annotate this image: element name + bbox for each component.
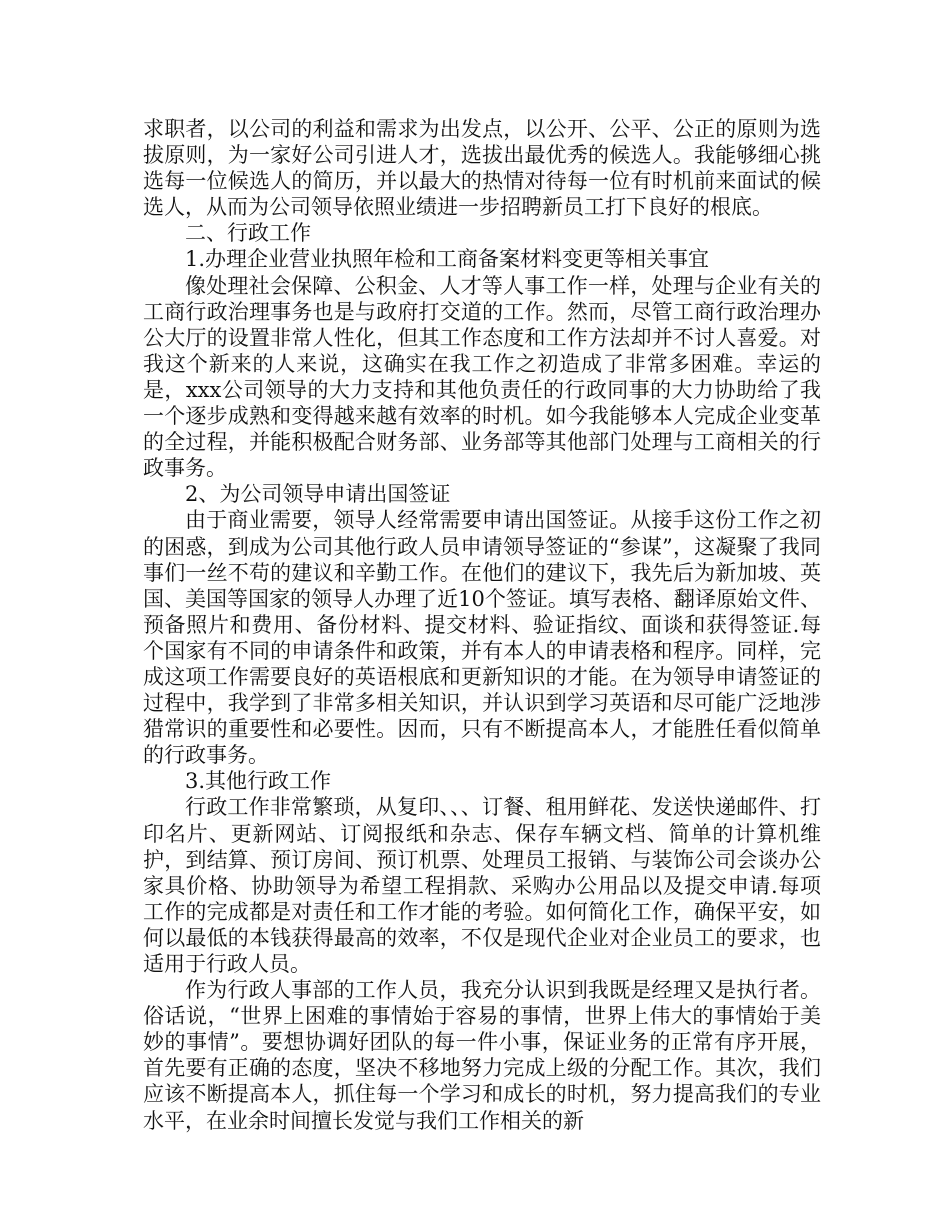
document-body [143,116,821,1134]
paragraph-business-license: 像处理社会保障、公积金、人才等人事工作一样，处理与企业有关的工商行政治理事务也是与政府打交道的工作。然而，尽管工商行政治理办公大厅的设置非常人性化，但其工作态度和工作方法却并不讨人喜爱。对我这个新来的人来说，这确实在我工作之初造成了非常多困难。幸运的是，xxx公司领导的大力支持和其他负责任的行政同事的大力协助给了我一个逐步成熟和变得越来越有效率的时机。如今我能够本人完成企业变革的全过程，并能积极配合财务部、业务部等其他部门处理与工商相关的行政事务。 [143,273,821,481]
subsection-heading-other-admin: 3.其他行政工作 [185,769,332,794]
subsection-heading-visa: 2、为公司领导申请出国签证 [185,482,451,507]
paragraph-intro: 求职者，以公司的利益和需求为出发点，以公开、公平、公正的原则为选拔原则，为一家好公司引进人才，选拔出最优秀的候选人。我能够细心挑选每一位候选人的简历，并以最大的热情对待每一位有时机前来面试的候选人，从而为公司领导依照业绩进一步招聘新员工打下良好的根底。 [143,117,821,220]
section-heading-admin-work: 二、行政工作 [185,221,311,246]
subsection-heading-business-license: 1.办理企业营业执照年检和工商备案材料变更等相关事宜 [185,247,710,272]
paragraph-other-admin: 行政工作非常繁琐，从复印、、、订餐、租用鲜花、发送快递邮件、打印名片、更新网站、订阅报纸和杂志、保存车辆文档、简单的计算机维护，到结算、预订房间、预订机票、处理员工报销、与装饰公司会谈办公家具价格、协助领导为希望工程捐款、采购办公用品以及提交申请.每项工作的完成都是对责任和工作才能的考验。如何简化工作，确保平安，如何以最低的本钱获得最高的效率，不仅是现代企业对企业员工的要求，也适用于行政人员。 [143,795,821,976]
paragraph-visa: 由于商业需要，领导人经常需要申请出国签证。从接手这份工作之初的困惑，到成为公司其他行政人员申请领导签证的“参谋”，这凝聚了我同事们一丝不苟的建议和辛勤工作。在他们的建议下，我先后为新加坡、英国、美国等国家的领导人办理了近10个签证。填写表格、翻译原始文件、预备照片和费用、备份材料、提交材料、验证指纹、面谈和获得签证.每个国家有不同的申请条件和政策，并有本人的申请表格和程序。同样，完成这项工作需要良好的英语根底和更新知识的才能。在为领导申请签证的过程中，我学到了非常多相关知识，并认识到学习英语和尽可能广泛地涉猎常识的重要性和必要性。因而，只有不断提高本人，才能胜任看似简单的行政事务。 [143,508,821,768]
paragraph-reflection: 作为行政人事部的工作人员，我充分认识到我既是经理又是执行者。俗话说，“世界上困难的事情始于容易的事情，世界上伟大的事情始于美妙的事情”。要想协调好团队的每一件小事，保证业务的正常有序开展，首先要有正确的态度，坚决不移地努力完成上级的分配工作。其次，我们应该不断提高本人，抓住每一个学习和成长的时机，努力提高我们的专业水平，在业余时间擅长发觉与我们工作相关的新 [143,978,821,1133]
